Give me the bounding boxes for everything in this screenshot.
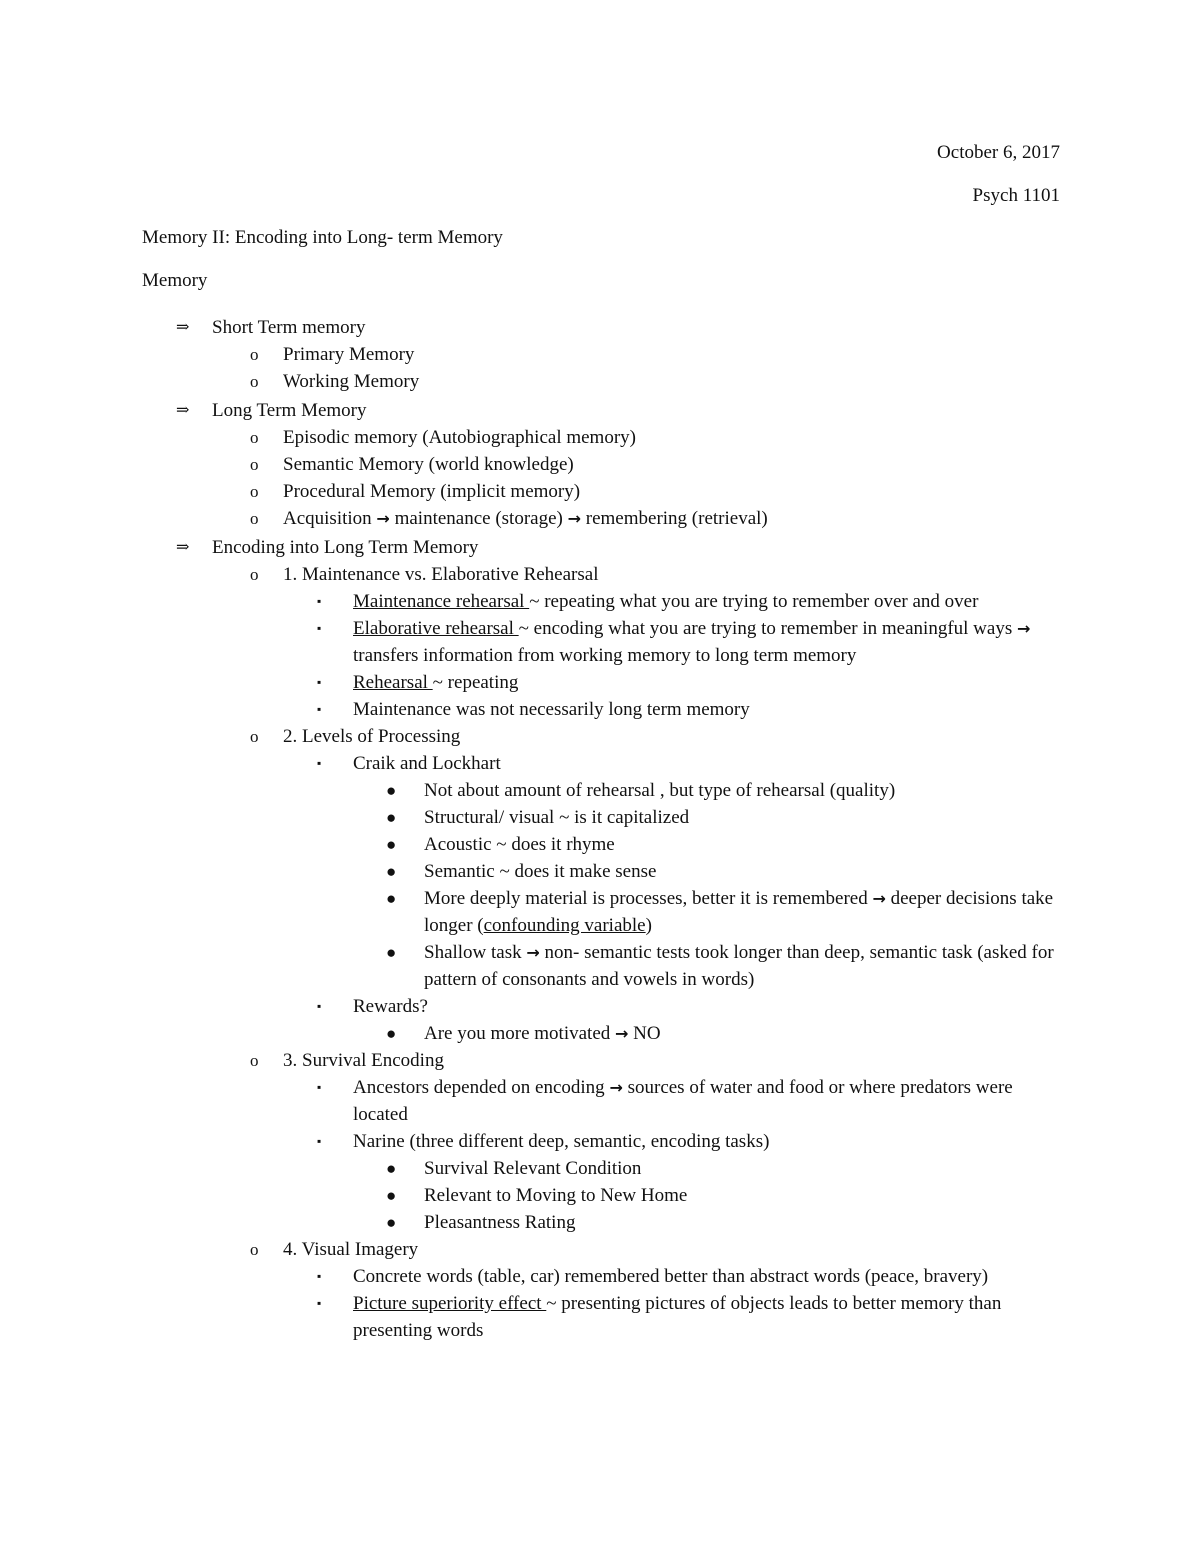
square-bullet-icon: ▪ bbox=[317, 702, 322, 716]
circle-bullet-icon: o bbox=[250, 509, 259, 528]
square-bullet-icon: ▪ bbox=[317, 1080, 322, 1094]
dot-bullet-icon: ● bbox=[386, 862, 397, 881]
double-arrow-icon: ⇒ bbox=[176, 402, 190, 419]
square-bullet-icon: ▪ bbox=[317, 675, 322, 689]
list-item bbox=[0, 831, 1064, 858]
item-text: Relevant to Moving to New Home bbox=[424, 1185, 688, 1206]
list-item bbox=[0, 424, 1200, 451]
term-text: Elaborative rehearsal bbox=[353, 618, 519, 639]
item-text: 2. Levels of Processing bbox=[283, 726, 461, 747]
item-text: deeper decisions take longer ( bbox=[424, 888, 1054, 936]
term-text: Picture superiority effect bbox=[353, 1293, 547, 1314]
arrow-right-icon: → bbox=[609, 1078, 623, 1097]
item-text: non- semantic tests took longer than deep, semantic task (asked for pattern of consonants and vowels in words) bbox=[424, 942, 1054, 990]
list-item bbox=[0, 1209, 1064, 1236]
square-bullet-icon: ▪ bbox=[317, 756, 322, 770]
item-text: Rewards? bbox=[353, 996, 428, 1017]
list-item bbox=[0, 341, 1200, 368]
arrow-right-icon: → bbox=[376, 509, 390, 528]
list-item bbox=[0, 1290, 1053, 1344]
section-heading: Memory bbox=[142, 270, 208, 291]
outline-item-long-term bbox=[0, 397, 1200, 424]
item-text: Semantic Memory (world knowledge) bbox=[283, 454, 574, 475]
item-text: Concrete words (table, car) remembered better than abstract words (peace, bravery) bbox=[353, 1266, 989, 1287]
list-item bbox=[0, 368, 1200, 395]
outline-list bbox=[0, 312, 1200, 1344]
list-item bbox=[0, 939, 1064, 993]
list-item bbox=[0, 1236, 1200, 1263]
circle-bullet-icon: o bbox=[250, 428, 259, 447]
item-text: Acoustic ~ does it rhyme bbox=[424, 834, 615, 855]
circle-bullet-icon: o bbox=[250, 372, 259, 391]
list-item bbox=[0, 993, 1053, 1020]
item-label: Short Term memory bbox=[212, 317, 366, 338]
item-text: NO bbox=[633, 1023, 661, 1044]
list-item bbox=[0, 858, 1064, 885]
outline-item-short-term bbox=[0, 314, 1200, 341]
circle-bullet-icon: o bbox=[250, 1240, 259, 1259]
circle-bullet-icon: o bbox=[250, 565, 259, 584]
item-text: maintenance (storage) bbox=[394, 508, 563, 529]
item-text: Survival Relevant Condition bbox=[424, 1158, 642, 1179]
item-text: Maintenance was not necessarily long term memory bbox=[353, 699, 750, 720]
list-item bbox=[0, 478, 1200, 505]
list-item bbox=[0, 1182, 1064, 1209]
list-item bbox=[0, 1020, 1064, 1047]
list-item bbox=[0, 505, 1200, 532]
dot-bullet-icon: ● bbox=[386, 889, 397, 908]
square-bullet-icon: ▪ bbox=[317, 1296, 322, 1310]
item-text: Acquisition bbox=[283, 508, 372, 529]
list-item bbox=[0, 1074, 1053, 1128]
outline-item-encoding bbox=[0, 534, 1200, 561]
arrow-right-icon: → bbox=[872, 889, 886, 908]
dot-bullet-icon: ● bbox=[386, 781, 397, 800]
item-text: Shallow task bbox=[424, 942, 522, 963]
list-item bbox=[0, 750, 1053, 777]
item-text: Craik and Lockhart bbox=[353, 753, 501, 774]
dot-bullet-icon: ● bbox=[386, 808, 397, 827]
date-text: October 6, 2017 bbox=[937, 142, 1060, 163]
item-label: Long Term Memory bbox=[212, 400, 367, 421]
underlined-term: confounding variable bbox=[483, 915, 646, 936]
definition-text: ~ repeating what you are trying to remember over and over bbox=[529, 591, 979, 612]
list-item bbox=[0, 1263, 1053, 1290]
square-bullet-icon: ▪ bbox=[317, 594, 322, 608]
arrow-right-icon: → bbox=[526, 943, 540, 962]
list-item bbox=[0, 1047, 1200, 1074]
item-text: Working Memory bbox=[283, 371, 420, 392]
definition-text: ~ presenting pictures of objects leads to better memory than presenting words bbox=[353, 1293, 1002, 1341]
definition-text: ~ encoding what you are trying to remember in meaningful ways bbox=[518, 618, 1013, 639]
dot-bullet-icon: ● bbox=[386, 835, 397, 854]
square-bullet-icon: ▪ bbox=[317, 1134, 322, 1148]
item-text: 4. Visual Imagery bbox=[283, 1239, 419, 1260]
circle-bullet-icon: o bbox=[250, 727, 259, 746]
course-text: Psych 1101 bbox=[972, 185, 1060, 206]
circle-bullet-icon: o bbox=[250, 345, 259, 364]
dot-bullet-icon: ● bbox=[386, 943, 397, 962]
arrow-right-icon: → bbox=[1016, 619, 1031, 638]
list-item bbox=[0, 588, 1053, 615]
document-title: Memory II: Encoding into Long- term Memory bbox=[142, 227, 503, 248]
item-text: Episodic memory (Autobiographical memory) bbox=[283, 427, 636, 448]
dot-bullet-icon: ● bbox=[386, 1159, 397, 1178]
item-text: Not about amount of rehearsal , but type of rehearsal (quality) bbox=[424, 780, 896, 801]
list-item bbox=[0, 615, 1053, 669]
dot-bullet-icon: ● bbox=[386, 1186, 397, 1205]
circle-bullet-icon: o bbox=[250, 1051, 259, 1070]
item-text: Primary Memory bbox=[283, 344, 415, 365]
dot-bullet-icon: ● bbox=[386, 1024, 397, 1043]
item-text: Are you more motivated bbox=[424, 1023, 611, 1044]
circle-bullet-icon: o bbox=[250, 455, 259, 474]
item-text: More deeply material is processes, better it is remembered bbox=[424, 888, 868, 909]
item-text: 3. Survival Encoding bbox=[283, 1050, 444, 1071]
list-item bbox=[0, 1128, 1053, 1155]
arrow-right-icon: → bbox=[615, 1024, 629, 1043]
list-item bbox=[0, 723, 1200, 750]
double-arrow-icon: ⇒ bbox=[176, 319, 190, 336]
definition-text: transfers information from working memory to long term memory bbox=[353, 645, 857, 666]
item-text: ) bbox=[645, 915, 652, 936]
list-item bbox=[0, 451, 1200, 478]
term-text: Rehearsal bbox=[353, 672, 433, 693]
item-text: Semantic ~ does it make sense bbox=[424, 861, 657, 882]
list-item bbox=[0, 777, 1064, 804]
item-text: Procedural Memory (implicit memory) bbox=[283, 481, 581, 502]
double-arrow-icon: ⇒ bbox=[176, 539, 190, 556]
list-item bbox=[0, 1155, 1064, 1182]
item-text: Narine (three different deep, semantic, encoding tasks) bbox=[353, 1131, 770, 1152]
item-text: Ancestors depended on encoding bbox=[353, 1077, 605, 1098]
circle-bullet-icon: o bbox=[250, 482, 259, 501]
square-bullet-icon: ▪ bbox=[317, 999, 322, 1013]
arrow-right-icon: → bbox=[567, 509, 582, 528]
item-text: Pleasantness Rating bbox=[424, 1212, 576, 1233]
list-item bbox=[0, 561, 1200, 588]
item-text: Structural/ visual ~ is it capitalized bbox=[424, 807, 690, 828]
list-item bbox=[0, 669, 1053, 696]
item-text: sources of water and food or where predators were located bbox=[353, 1077, 1013, 1125]
item-text: 1. Maintenance vs. Elaborative Rehearsal bbox=[283, 564, 599, 585]
item-label: Encoding into Long Term Memory bbox=[212, 537, 479, 558]
dot-bullet-icon: ● bbox=[386, 1213, 397, 1232]
term-text: Maintenance rehearsal bbox=[353, 591, 530, 612]
definition-text: ~ repeating bbox=[432, 672, 519, 693]
list-item bbox=[0, 804, 1064, 831]
item-text: remembering (retrieval) bbox=[585, 508, 768, 529]
square-bullet-icon: ▪ bbox=[317, 1269, 322, 1283]
list-item bbox=[0, 885, 1064, 939]
square-bullet-icon: ▪ bbox=[317, 621, 322, 635]
list-item bbox=[0, 696, 1053, 723]
